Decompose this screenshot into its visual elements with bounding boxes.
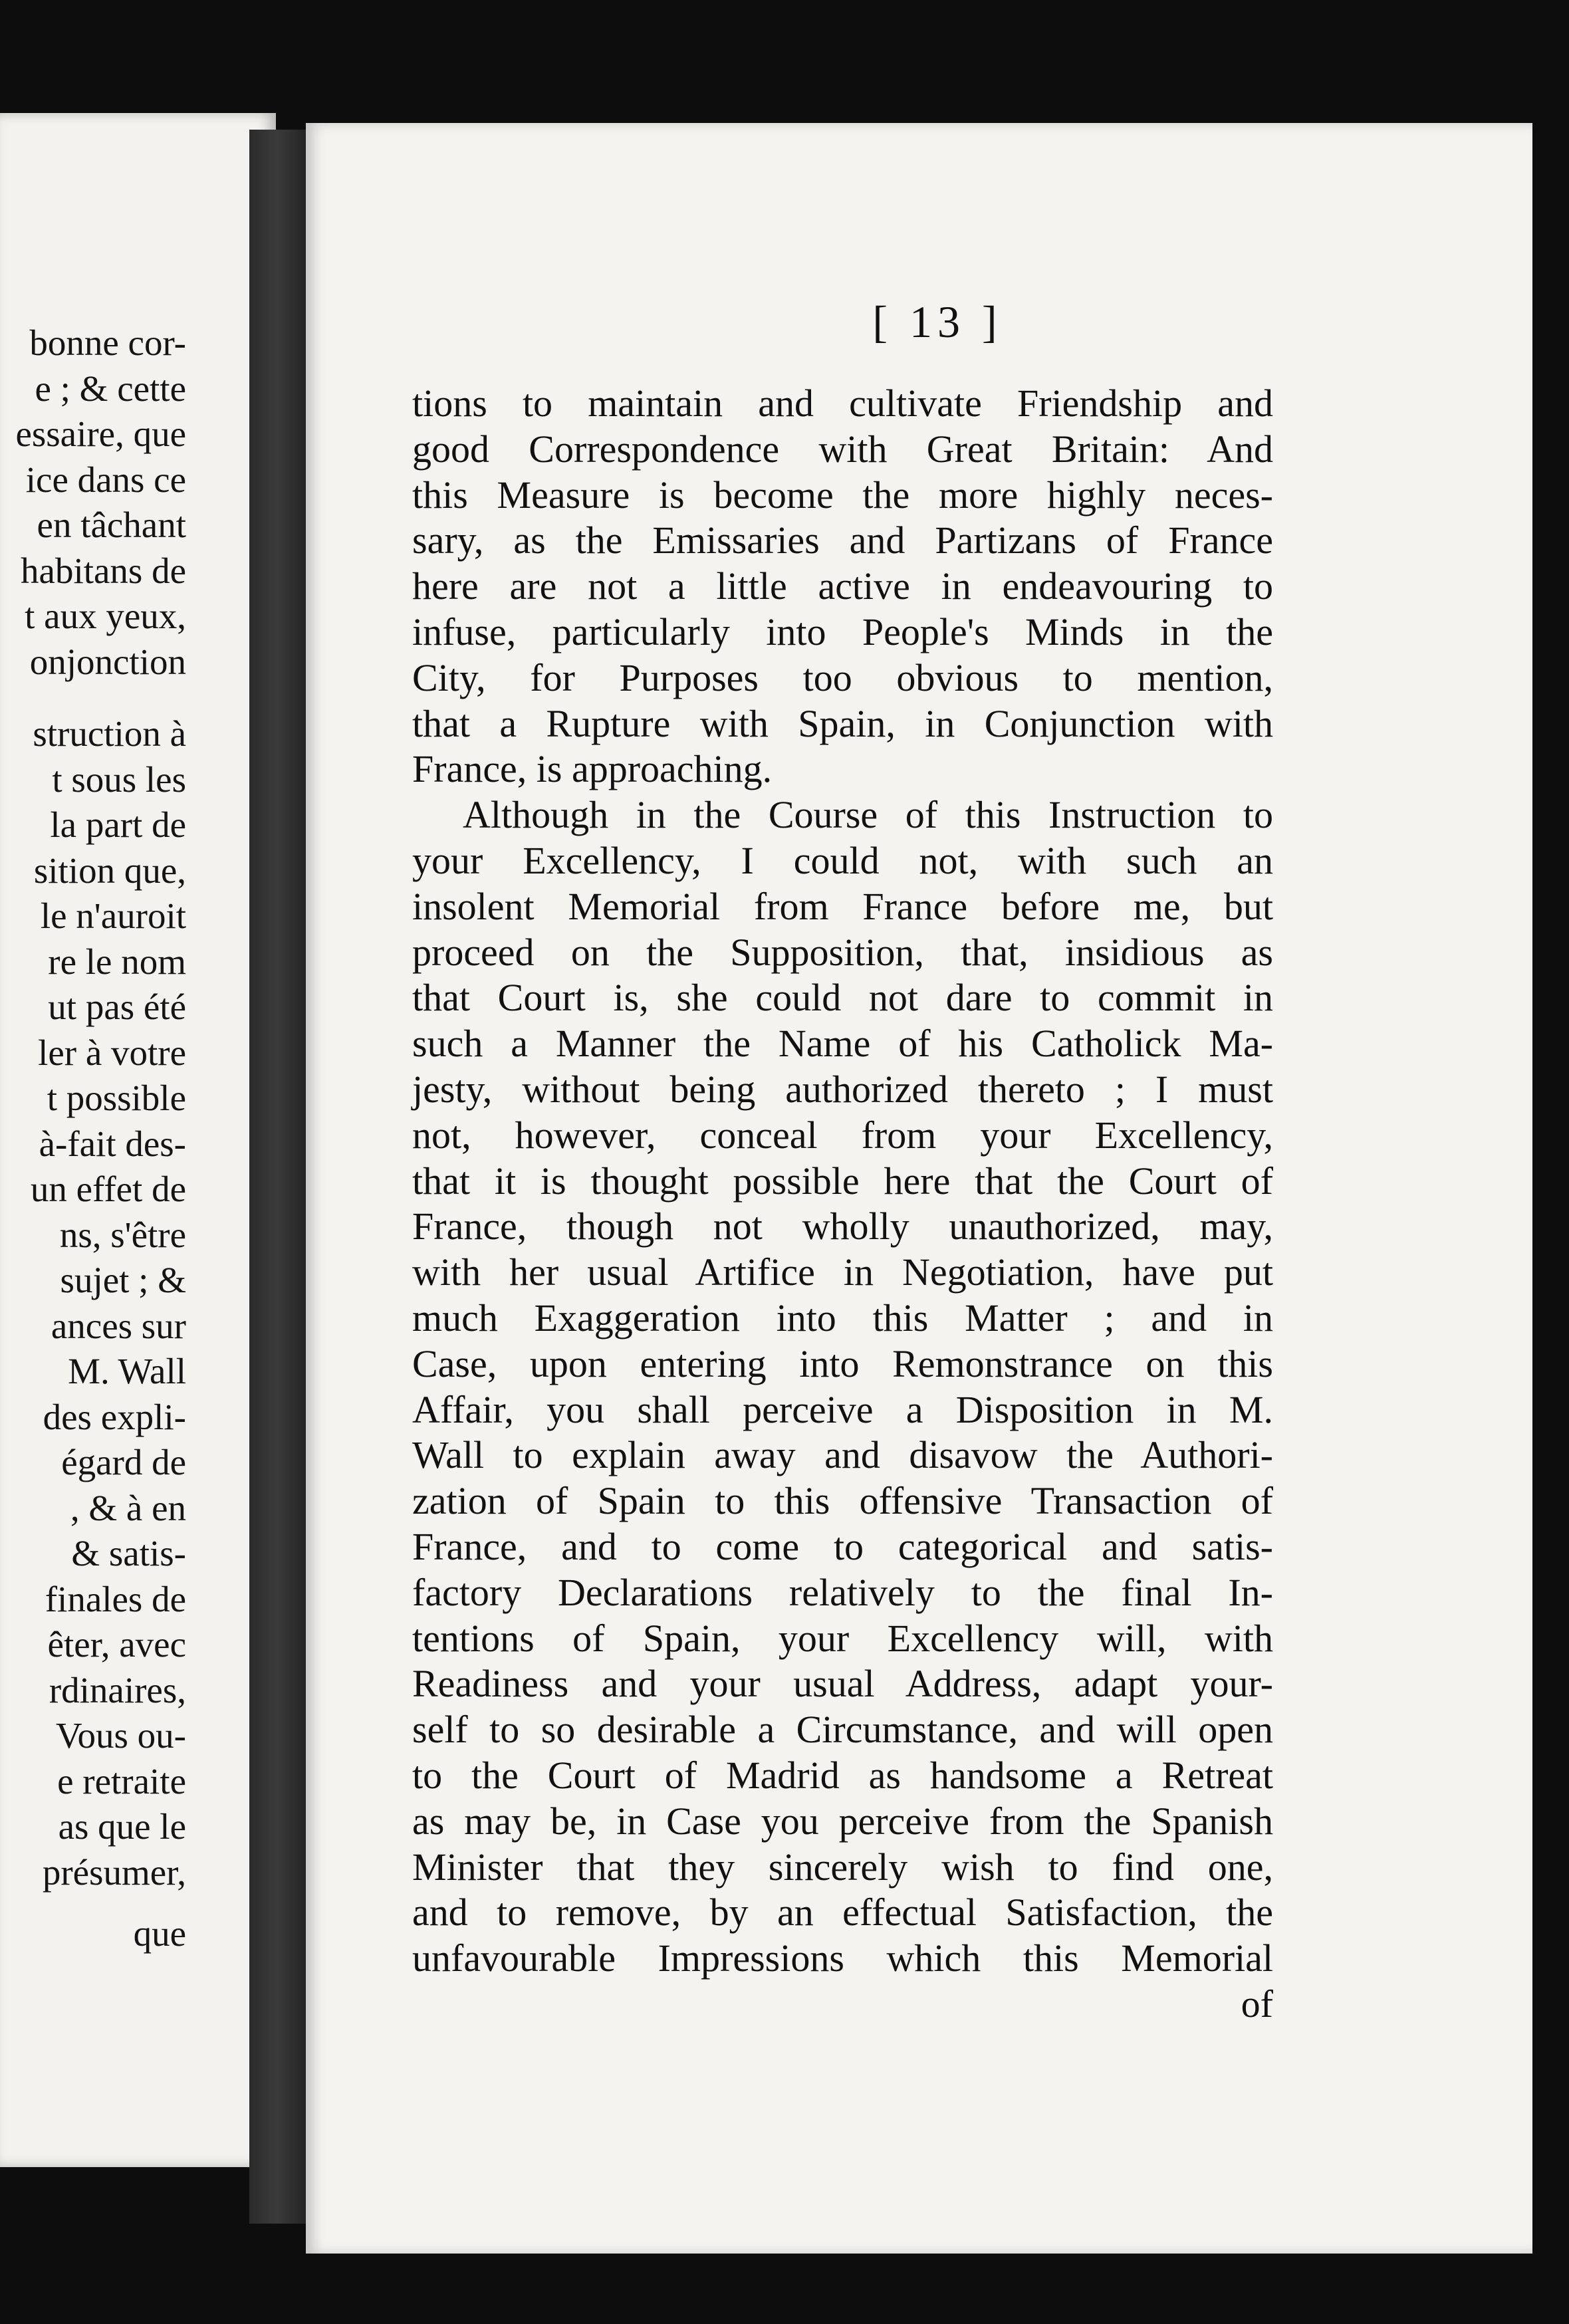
text-line: infuse, particularly into People's Minds in the xyxy=(412,610,1273,653)
text-line: M. Wall xyxy=(68,1351,186,1391)
text-line: t possible xyxy=(47,1078,186,1118)
text-line: sary, as the Emissaries and Partizans of France xyxy=(412,519,1273,562)
text-line: not, however, conceal from your Excellency, xyxy=(412,1113,1273,1157)
text-line: Wall to explain away and disavow the Authori- xyxy=(412,1433,1273,1477)
text-line: to the Court of Madrid as handsome a Retreat xyxy=(412,1753,1273,1797)
text-line: un effet de xyxy=(30,1169,186,1209)
text-line: , & à en xyxy=(70,1487,186,1528)
text-line: tions to maintain and cultivate Friendship and xyxy=(412,382,1273,425)
body-text xyxy=(412,381,1273,2028)
catchword: que xyxy=(133,1913,186,1954)
text-line: la part de xyxy=(50,804,186,845)
catchword: of xyxy=(1241,1982,1273,2026)
text-line: ns, s'être xyxy=(59,1214,186,1255)
text-line: égard de xyxy=(61,1442,186,1482)
text-line: t aux yeux, xyxy=(25,596,186,636)
text-line: with her usual Artifice in Negotiation, have put xyxy=(412,1250,1273,1294)
text-run: good Correspondence with Great Britain: And xyxy=(412,427,1273,471)
text-line: bonne cor- xyxy=(29,322,186,363)
text-line: ice dans ce xyxy=(25,459,186,500)
text-line: présumer, xyxy=(42,1851,186,1893)
text-line: as may be, in Case you perceive from the Spanish xyxy=(412,1799,1273,1843)
text-line: finales de xyxy=(45,1578,186,1619)
page-number: [ 13 ] xyxy=(872,296,1003,347)
text-line: & satis- xyxy=(71,1533,186,1573)
text-line: France, is approaching. xyxy=(412,747,773,791)
text-line xyxy=(412,427,1273,473)
right-page xyxy=(306,123,1532,2254)
text-line: factory Declarations relatively to the final In- xyxy=(412,1570,1273,1614)
text-line: êter, avec xyxy=(47,1624,186,1665)
text-line: rdinaires, xyxy=(49,1669,186,1710)
text-line: ut pas été xyxy=(48,987,186,1027)
text-line: that it is thought possible here that the Court of xyxy=(412,1159,1273,1203)
text-line: and to remove, by an effectual Satisfaction, the xyxy=(412,1891,1273,1934)
text-line: that a Rupture with Spain, in Conjunction with xyxy=(412,701,1273,745)
text-line: as que le xyxy=(58,1806,186,1847)
text-line: France, though not wholly unauthorized, may, xyxy=(412,1205,1273,1248)
text-line: such a Manner the Name of his Catholick Ma- xyxy=(412,1022,1273,1066)
text-line: sition que, xyxy=(33,850,186,891)
paragraph-start-line: Although in the Course of this Instruction to xyxy=(463,793,1273,837)
text-line: Affair, you shall perceive a Disposition in M. xyxy=(412,1387,1273,1431)
text-line: ances sur xyxy=(51,1305,186,1346)
text-line: Minister that they sincerely wish to find one, xyxy=(412,1845,1273,1889)
text-line: en tâchant xyxy=(37,505,186,545)
text-line: that Court is, she could not dare to commit in xyxy=(412,976,1273,1020)
text-line: City, for Purposes too obvious to mention, xyxy=(412,655,1273,699)
text-line: this Measure is become the more highly neces- xyxy=(412,473,1273,517)
text-line: tentions of Spain, your Excellency will, with xyxy=(412,1616,1273,1660)
text-line: le n'auroit xyxy=(40,895,186,936)
text-line: e ; & cette xyxy=(35,368,186,409)
text-line: self to so desirable a Circumstance, and will open xyxy=(412,1708,1273,1752)
text-line: zation of Spain to this offensive Transaction of xyxy=(412,1479,1273,1523)
text-line: e retraite xyxy=(57,1760,186,1801)
text-line: Case, upon entering into Remonstrance on this xyxy=(412,1341,1273,1385)
text-line: here are not a little active in endeavouring to xyxy=(412,564,1273,608)
text-line: France, and to come to categorical and satis- xyxy=(412,1524,1273,1568)
text-line: proceed on the Supposition, that, insidious as xyxy=(412,930,1273,974)
text-line: essaire, que xyxy=(15,413,186,454)
left-page-text xyxy=(0,320,186,1957)
text-line: Vous ou- xyxy=(55,1715,186,1756)
text-line: Readiness and your usual Address, adapt your- xyxy=(412,1662,1273,1706)
text-line: sujet ; & xyxy=(60,1260,186,1300)
text-line: unfavourable Impressions which this Memorial xyxy=(412,1936,1273,1980)
text-line: à-fait des- xyxy=(39,1123,186,1164)
text-line: t sous les xyxy=(52,758,186,800)
text-line: insolent Memorial from France before me, but xyxy=(412,884,1273,928)
text-line: des expli- xyxy=(43,1396,186,1437)
text-line: habitans de xyxy=(21,550,186,591)
text-line: re le nom xyxy=(48,941,186,982)
text-line: struction à xyxy=(33,713,186,754)
text-line: much Exaggeration into this Matter ; and in xyxy=(412,1296,1273,1339)
left-page xyxy=(0,113,276,2167)
text-line: onjonction xyxy=(29,641,186,682)
text-line: ler à votre xyxy=(38,1032,186,1073)
text-line: your Excellency, I could not, with such an xyxy=(412,838,1273,882)
text-line: jesty, without being authorized thereto ; I must xyxy=(412,1067,1273,1111)
